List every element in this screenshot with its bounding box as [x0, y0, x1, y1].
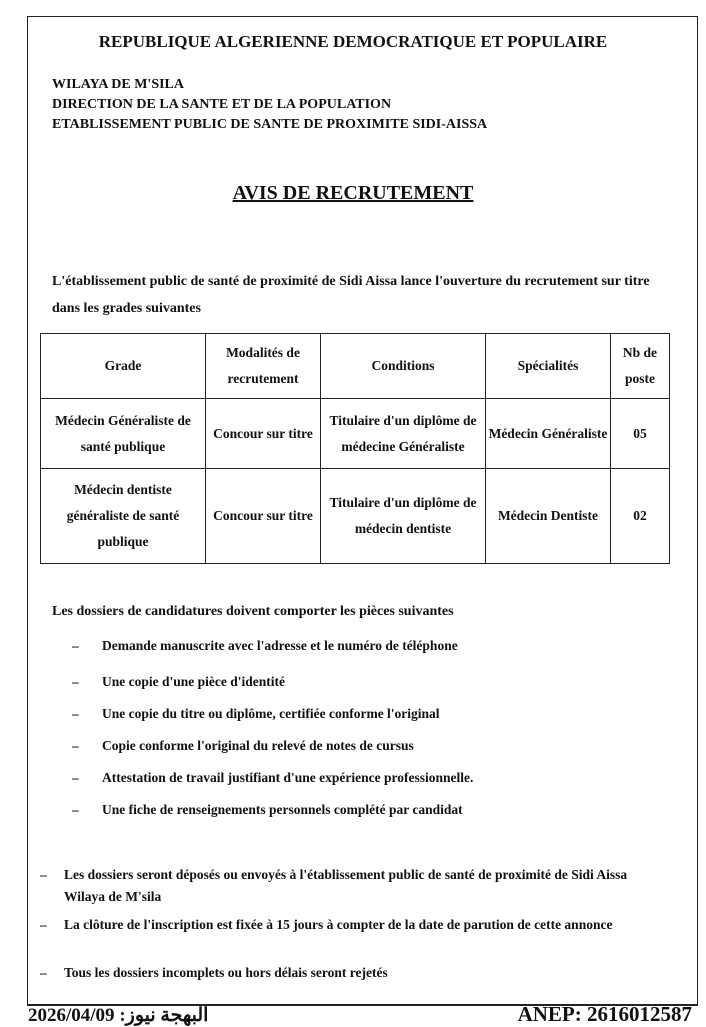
note-item [40, 864, 670, 908]
dash: – [72, 706, 79, 721]
header-specialites: Spécialités [486, 334, 611, 399]
header-grade: Grade [41, 334, 206, 399]
cell-nb-poste: 05 [611, 399, 670, 469]
cell-grade: Médecin dentiste généraliste de santé publique [41, 469, 206, 564]
dash: – [72, 638, 79, 653]
table-row [41, 469, 670, 564]
list-item [72, 638, 458, 654]
table-header-row [41, 334, 670, 399]
cell-modalites: Concour sur titre [206, 469, 321, 564]
recruitment-table [40, 333, 670, 564]
page-title: AVIS DE RECRUTEMENT [232, 182, 474, 204]
dash: – [72, 674, 79, 689]
cell-conditions: Titulaire d'un diplôme de médecin dentiste [321, 469, 486, 564]
header-nb-poste: Nb de poste [611, 334, 670, 399]
cell-conditions: Titulaire d'un diplôme de médecine Généraliste [321, 399, 486, 469]
note-item [40, 914, 670, 936]
cell-modalites: Concour sur titre [206, 399, 321, 469]
org-direction: DIRECTION DE LA SANTE ET DE LA POPULATION [52, 97, 392, 112]
cell-nb-poste: 02 [611, 469, 670, 564]
list-item [72, 770, 473, 786]
republic-heading: REPUBLIQUE ALGERIENNE DEMOCRATIQUE ET POPULAIRE [98, 32, 608, 51]
cell-grade: Médecin Généraliste de santé publique [41, 399, 206, 469]
cell-specialites: Médecin Dentiste [486, 469, 611, 564]
note-text: Les dossiers seront déposés ou envoyés à l'établissement public de santé de proximité de Sidi Aissa Wilaya de M'sila [64, 867, 628, 904]
list-item-text: Demande manuscrite avec l'adresse et le numéro de téléphone [102, 638, 458, 653]
anep-reference: ANEP: 2616012587 [517, 1002, 692, 1026]
dash: – [40, 867, 47, 882]
list-item-text: Une copie du titre ou diplôme, certifiée conforme l'original [102, 706, 440, 721]
list-item-text: Attestation de travail justifiant d'une expérience professionnelle. [102, 770, 474, 785]
dash: – [40, 965, 47, 980]
note-text: Tous les dossiers incomplets ou hors délais seront rejetés [64, 965, 388, 980]
list-item-text: Une fiche de renseignements personnels complété par candidat [102, 802, 463, 817]
list-item [72, 706, 440, 722]
documents-intro: Les dossiers de candidatures doivent comporter les pièces suivantes [52, 604, 454, 619]
list-item [72, 802, 463, 818]
dash: – [72, 802, 79, 817]
dash: – [72, 738, 79, 753]
table-row [41, 399, 670, 469]
dash: – [72, 770, 79, 785]
org-establishment: ETABLISSEMENT PUBLIC DE SANTE DE PROXIMITE SIDI-AISSA [52, 117, 488, 132]
source-date: البهجة نيوز: 2026/04/09 [28, 1005, 209, 1026]
cell-specialites: Médecin Généraliste [486, 399, 611, 469]
list-item [72, 674, 285, 690]
dash: – [40, 917, 47, 932]
note-item [40, 962, 670, 984]
org-wilaya: WILAYA DE M'SILA [52, 77, 185, 92]
header-conditions: Conditions [321, 334, 486, 399]
intro-paragraph: L'établissement public de santé de proximité de Sidi Aissa lance l'ouverture du recrutement sur titre dans les grades suivantes [52, 274, 650, 316]
list-item-text: Copie conforme l'original du relevé de notes de cursus [102, 738, 414, 753]
list-item [72, 738, 414, 754]
header-modalites: Modalités de recrutement [206, 334, 321, 399]
note-text: La clôture de l'inscription est fixée à 15 jours à compter de la date de parution de cette annonce [64, 917, 613, 932]
list-item-text: Une copie d'une pièce d'identité [102, 674, 285, 689]
